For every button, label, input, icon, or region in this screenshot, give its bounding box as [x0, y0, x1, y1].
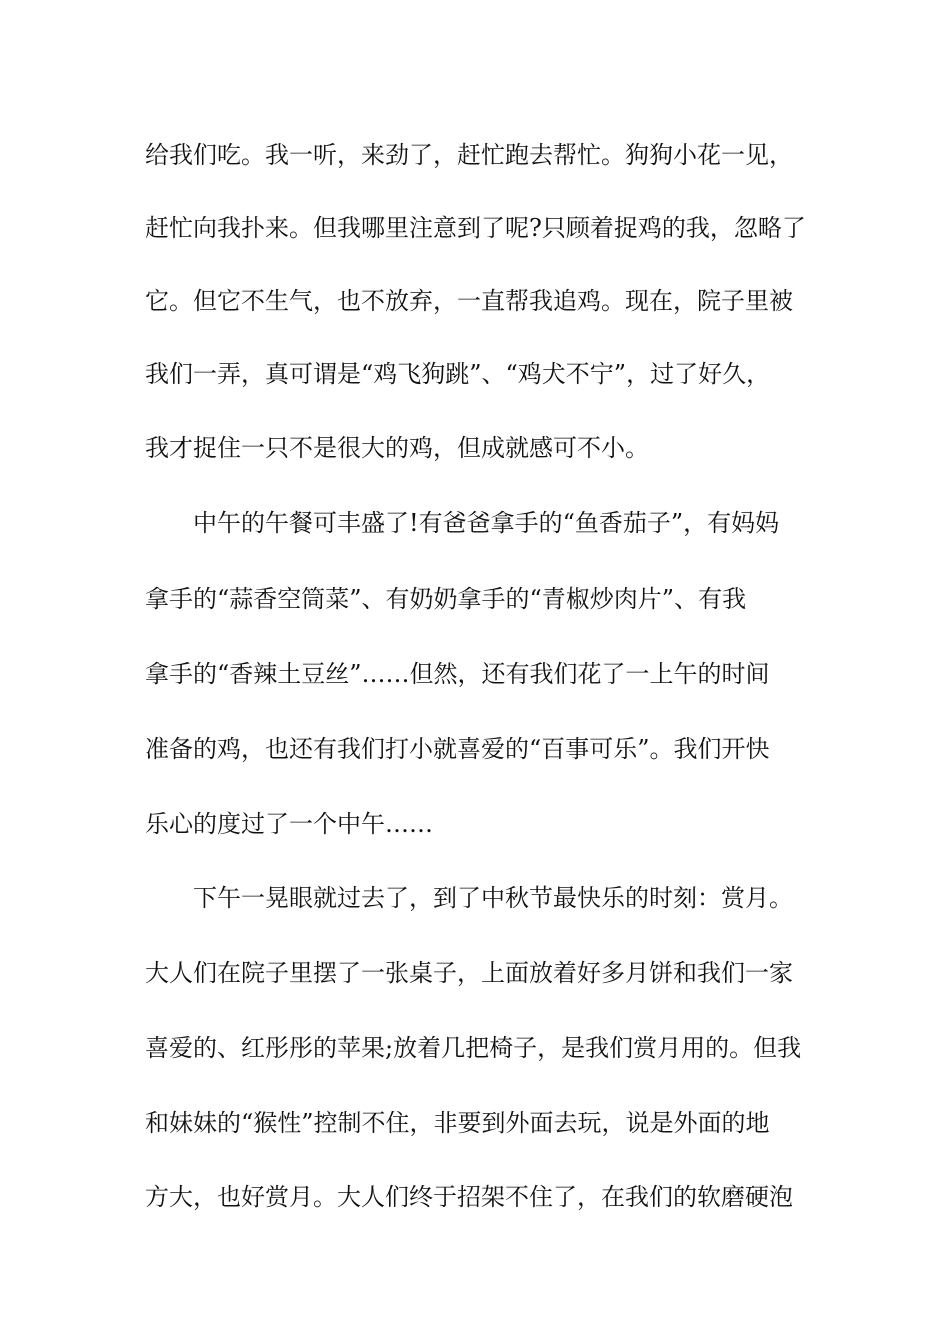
text-line-8: 拿手的“香辣土豆丝”……但然，还有我们花了一上午的时间 [145, 660, 770, 688]
text-line-7: 拿手的“蒜香空筒菜”、有奶奶拿手的“青椒炒肉片”、有我 [145, 585, 747, 613]
text-line-11: 下午一晃眼就过去了，到了中秋节最快乐的时刻：赏月。 [193, 884, 793, 912]
text-line-13: 喜爱的、红彤彤的苹果;放着几把椅子，是我们赏月用的。但我 [145, 1034, 802, 1062]
text-line-12: 大人们在院子里摆了一张桌子，上面放着好多月饼和我们一家 [145, 959, 793, 987]
text-line-9: 准备的鸡，也还有我们打小就喜爱的“百事可乐”。我们开快 [145, 735, 770, 763]
text-line-4: 我们一弄，真可谓是“鸡飞狗跳”、“鸡犬不宁”，过了好久， [145, 360, 771, 388]
text-line-10: 乐心的度过了一个中午…… [145, 810, 433, 838]
text-line-1: 给我们吃。我一听，来劲了，赶忙跑去帮忙。狗狗小花一见， [145, 141, 793, 169]
text-line-6: 中午的午餐可丰盛了!有爸爸拿手的“鱼香茄子”，有妈妈 [193, 509, 780, 537]
text-line-2: 赶忙向我扑来。但我哪里注意到了呢?只顾着捉鸡的我，忽略了 [145, 214, 806, 242]
text-line-5: 我才捉住一只不是很大的鸡，但成就感可不小。 [145, 434, 649, 462]
text-line-3: 它。但它不生气，也不放弃，一直帮我追鸡。现在，院子里被 [145, 287, 793, 315]
text-line-14: 和妹妹的“猴性”控制不住，非要到外面去玩，说是外面的地 [145, 1109, 770, 1137]
text-line-15: 方大，也好赏月。大人们终于招架不住了，在我们的软磨硬泡 [145, 1183, 793, 1211]
